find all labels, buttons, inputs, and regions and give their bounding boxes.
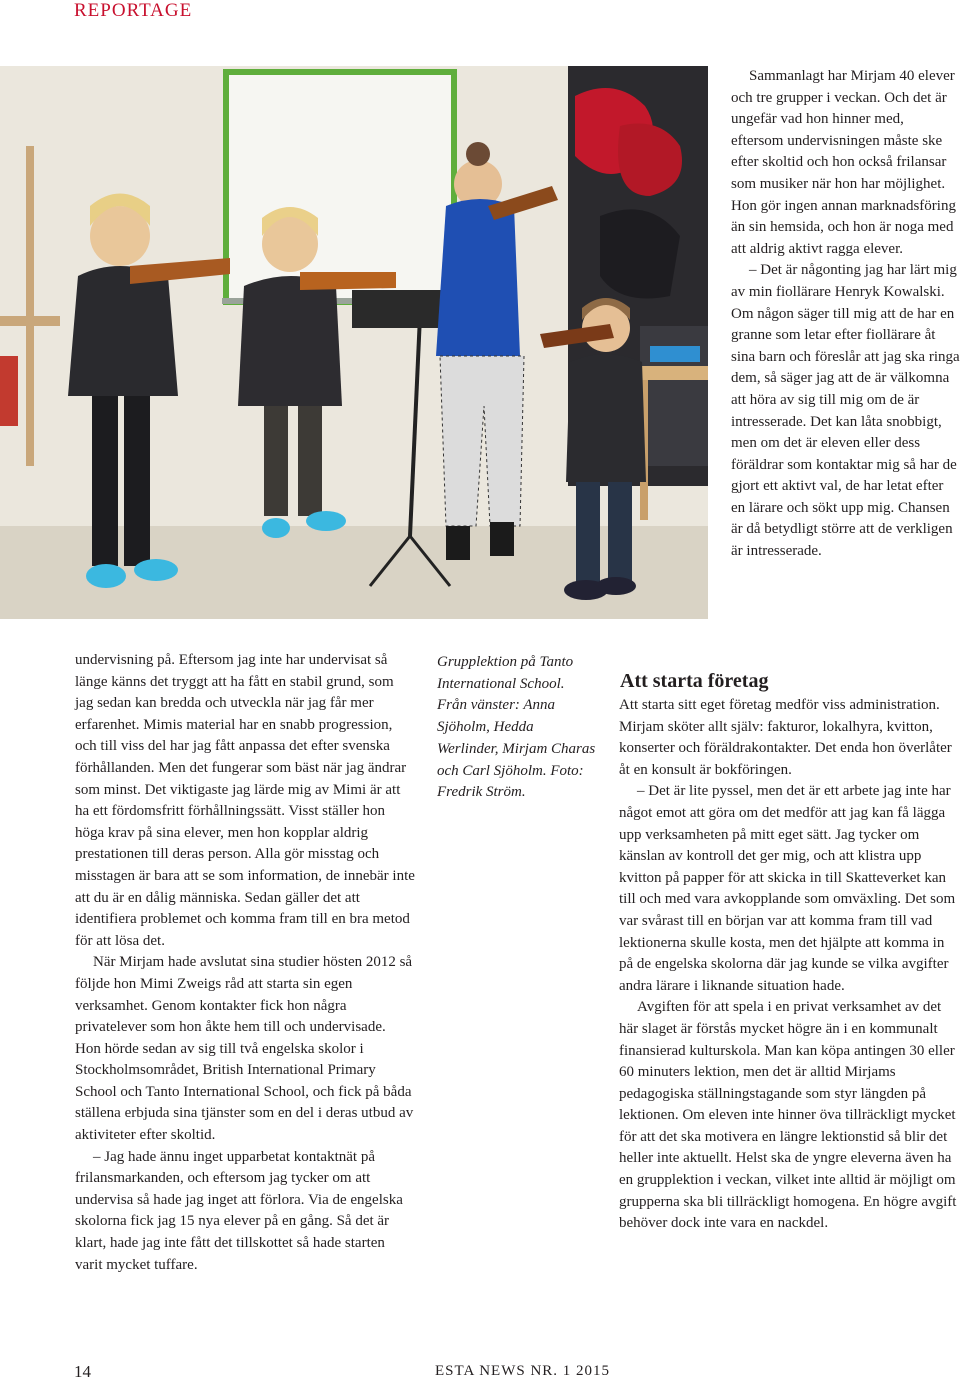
photo-caption: Grupplektion på Tanto International School. Från vänster: Anna Sjöholm, Hedda Werlinder, Mirjam Charas och Carl Sjöholm. Foto: Fredrik Ström. xyxy=(437,654,596,801)
right-top-paragraph-2: – Det är någonting jag har lärt mig av min fiollärare Henryk Kowalski. Om någon säger till mig att de har en granne som letar efter fiollärare åt sina barn och föreslår att jag ska ringa dem, så säger jag att de är välkomna att höra av sig till mig om de är intresserade. Det kan låta snobbigt, men om det är eleven eller dess föräldrar som kontaktar mig så har de gjort ett aktivt val, de har letat efter en lärare och sökt upp mig. Chansen är då betydligt större att de verkligen är intresserade. xyxy=(731,262,960,560)
left-paragraph-2: När Mirjam hade avslutat sina studier hösten 2012 så följde hon Mimi Zweigs råd att starta sin egen verksamhet. Genom kontakter fick hon några privatelever som hon åkte hem till och undervisade. Hon hörde sedan av sig till två engelska skolor i Stockholmsområdet, British International Primary School och Tanto International School, och fick på båda ställena erbjuda sina tjänster som en del i deras utbud av aktiviteter efter skoltid. xyxy=(75,954,414,1144)
page-number: 14 xyxy=(74,1362,91,1381)
left-paragraph-3: – Jag hade ännu inget upparbetat kontaktnät på frilansmarkanden, och eftersom jag tycker om att undervisa så hade jag inget att förlora. Via de engelska skolorna fick jag 15 nya elever på en gång. Så det är klart, hade jag inte fått det tillskottet så hade starten varit mycket tuffare. xyxy=(75,1148,403,1273)
magazine-name: ESTA NEWS NR. 1 2015 xyxy=(435,1363,611,1379)
right-bottom-paragraph-2: – Det är lite pyssel, men det är ett arbete jag inte har något emot att göra om det medför att jag kan få lägga upp verksamheten på mitt eget sätt. Jag tycker om känslan av kontroll det ger mig, och att klistra upp kvitton på papper för att skicka in till Skatteverket kan till och med vara avkopplande som omväxling. Det som var svårast till en början var att komma fram till vad lektionerna skulle kosta, men det hjälpte att komma in på de engelska skolorna där jag kunde se vilka avgifter andra lärare i liknande situation hade. xyxy=(619,783,956,994)
right-top-column-text xyxy=(731,66,960,563)
right-bottom-paragraph-1: Att starta sitt eget företag medför viss administration. Mirjam sköter allt själv: fakturor, lokalhyra, kvitton, konserter och föräldrakontakter. Det enda hon överlåter åt en konsult är bokföringen. xyxy=(619,697,952,778)
left-column-text xyxy=(75,650,415,1276)
right-bottom-column-text xyxy=(619,695,960,1235)
right-top-paragraph-1: Sammanlagt har Mirjam 40 elever och tre grupper i veckan. Och det är ungefär vad hon hinner med, eftersom undervisningen måste ske efter skoltid och hon också frilansar som musiker när hon har möjlighet. Hon gör ingen annan marknadsföring än sin hemsida, och hon är noga med att aldrig aktivt ragga elever. xyxy=(731,68,956,257)
right-bottom-paragraph-3: Avgiften för att spela i en privat verksamhet av det här slaget är förstås mycket högre än i en kommunalt finansierad kulturskola. Man kan köpa antingen 30 eller 60 minuters lektion, men det är alltid Mirjams pedagogiska ställningstagande som styr längden på lektionen. Om eleven inte hinner öva tillräckligt mycket för att det ska motivera en längre lektionstid så blir det heller inte aktuellt. Helst ska de yngre eleverna även ha en grupplektion i veckan, vilket inte alltid är möjligt om grupperna ska bli tillräckligt homogena. En högre avgift behöver dock inte vara en nackdel. xyxy=(619,999,957,1232)
left-paragraph-1: undervisning på. Eftersom jag inte har undervisat så länge känns det tryggt att ha fått en stabil grund, som jag sedan kan bredda och utveckla när jag får mer erfarenhet. Mimis material har en snabb progression, och till viss del har jag fått anpassa det efter svenska förhållanden. Men det fungerar som bäst när jag ändrar som minst. Det viktigaste jag lärde mig av Mimi är att ha ett fördomsfritt förhållningssätt. Visst ställer hon höga krav på sina elever, men hon kopplar aldrig prestationen till deras person. Alla gör misstag och misstagen är bara att se som information, de innebär inte att du är en dålig människa. Sedan gäller det att identifiera problemet och komma fram till en bra metod för att lösa det. xyxy=(75,652,415,949)
subheading: Att starta företag xyxy=(620,670,769,692)
section-label: REPORTAGE xyxy=(74,0,193,21)
violin-lesson-photo xyxy=(0,66,708,619)
